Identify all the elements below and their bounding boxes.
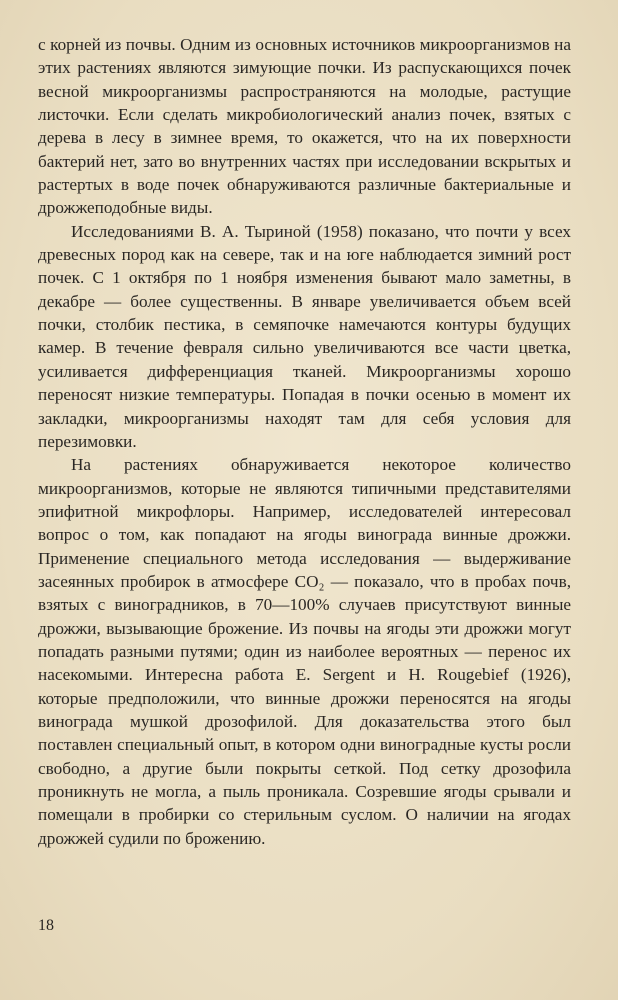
body-text [38, 33, 571, 850]
paragraph-3: На растениях обнаруживается некоторое количество микроорганизмов, которые не являются типичными представителями эпифитной микрофлоры. Например, исследователей интересовал вопрос о том, как попадают на ягоды винограда винные дрожжи. Применение специального метода исследования — выдерживание засеянных пробирок в атмосфере CO₂ — показало, что в пробах почв, взятых с виноградников, в 70—100% случаев присутствуют винные дрожжи, вызывающие брожение. Из почвы на ягоды эти дрожжи могут попадать разными путями; один из наиболее вероятных — перенос их насекомыми. Интересна работа E. Sergent и H. Rougebief (1926), которые предположили, что винные дрожжи переносятся на ягоды винограда мушкой дрозофилой. Для доказательства этого был поставлен специальный опыт, в котором одни виноградные кусты росли свободно, а другие были покрыты сеткой. Под сетку дрозофила проникнуть не могла, а пыль проникала. Созревшие ягоды срывали и помещали в пробирки со стерильным суслом. О наличии на ягодах дрожжей судили по брожению. [38, 455, 571, 848]
paragraph-2: Исследованиями В. А. Тыриной (1958) показано, что почти у всех древесных пород как на севере, так и на юге наблюдается зимний рост почек. С 1 октября по 1 ноября изменения бывают мало заметны, в декабре — более существенны. В январе увеличивается объем всей почки, столбик пестика, в семяпочке намечаются контуры будущих камер. В течение февраля сильно увеличиваются все части цветка, усиливается дифференциация тканей. Микроорганизмы хорошо переносят низкие температуры. Попадая в почки осенью в момент их закладки, микроорганизмы находят там для себя условия для перезимовки. [38, 221, 571, 451]
paragraph-1: с корней из почвы. Одним из основных источников микроорганизмов на этих растениях являются зимующие почки. Из распускающихся почек весной микроорганизмы распространяются на молодые, растущие листочки. Если сделать микробиологический анализ почек, взятых с дерева в лесу в зимнее время, то окажется, что на их поверхности бактерий нет, зато во внутренних частях при исследовании вскрытых и растертых в воде почек обнаруживаются различные бактериальные и дрожжеподобные виды. [38, 35, 571, 218]
page-number: 18 [38, 917, 54, 934]
